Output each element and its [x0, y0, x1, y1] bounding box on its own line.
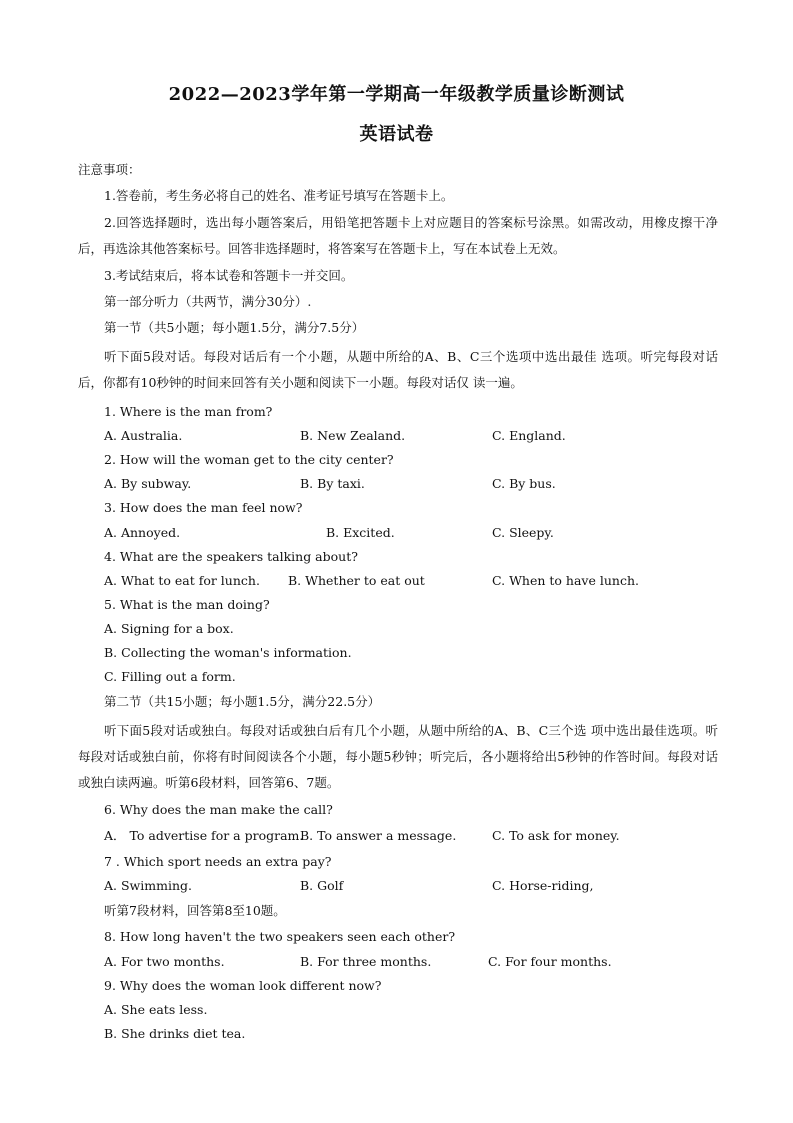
option-a: A. What to eat for lunch. — [104, 573, 260, 588]
section-heading: 第二节（共15小题；每小题1.5分，满分22.5分） — [104, 694, 381, 709]
option-b: B. Excited. — [326, 525, 395, 540]
option-c: C. By bus. — [492, 476, 556, 491]
question-text: 6. Why does the man make the call? — [104, 802, 333, 817]
question-text: 2. How will the woman get to the city center? — [104, 452, 394, 467]
option-b: B. Collecting the woman's information. — [104, 645, 352, 660]
exam-subtitle: 英语试卷 — [359, 124, 434, 145]
option-c: C. Sleepy. — [492, 525, 554, 540]
exam-title: 2022—2023学年第一学期高一年级教学质量诊断测试 — [168, 84, 625, 105]
option-b: B. New Zealand. — [300, 428, 406, 443]
option-a: A. Swimming. — [104, 878, 192, 893]
option-a: A. Signing for a box. — [104, 621, 234, 636]
option-b: B. Golf — [300, 878, 344, 893]
option-c: C. Filling out a form. — [104, 669, 236, 684]
section-instructions: 听下面5段对话。每段对话后有一个小题，从题中所给的A、B、C三个选项中选出最佳 选项。听完每段对话后，你都有10秒钟的时间来回答有关小题和阅读下一小题。每段对话仅 读一遍。 — [78, 349, 718, 390]
question-text: 9. Why does the woman look different now? — [104, 978, 382, 993]
option-c: C. When to have lunch. — [492, 573, 639, 588]
question-text: 1. Where is the man from? — [104, 404, 273, 419]
option-a: A. She eats less. — [104, 1002, 208, 1017]
section-instructions: 听下面5段对话或独白。每段对话或独白后有几个小题，从题中所给的A、B、C三个选 项中选出最佳选项。听每段对话或独白前，你将有时间阅读各个小题，每小题5秒钟；听完后，各小题将给出5秒钟的作答时间。每段对话或独白读两遍。听第6段材料，回答第6、7题。 — [78, 723, 718, 790]
notice-heading: 注意事项： — [78, 162, 141, 177]
question-text: 5. What is the man doing? — [104, 597, 270, 612]
option-b: B. By taxi. — [300, 476, 365, 491]
notice-item: 2.回答选择题时，选出每小题答案后，用铅笔把答题卡上对应题目的答案标号涂黑。如需改动，用橡皮擦干净后，再选涂其他答案标号。回答非选择题时，将答案写在答题卡上，写在本试卷上无效。 — [78, 215, 718, 256]
question-text: 8. How long haven't the two speakers seen each other? — [104, 929, 456, 944]
option-c: C. Horse-riding, — [492, 878, 594, 893]
section-heading: 第一节（共5小题；每小题1.5分，满分7.5分） — [104, 320, 365, 335]
material-heading: 听第7段材料，回答第8至10题。 — [104, 903, 286, 918]
question-text: 3. How does the man feel now? — [104, 500, 303, 515]
option-a: A. Annoyed. — [104, 525, 181, 540]
option-a: A. By subway. — [104, 476, 192, 491]
option-c: C. England. — [492, 428, 566, 443]
option-b: B. She drinks diet tea. — [104, 1026, 246, 1041]
option-c: C. To ask for money. — [492, 828, 620, 843]
option-b: B. To answer a message. — [300, 828, 457, 843]
option-a: A. Australia. — [104, 428, 183, 443]
option-c: C. For four months. — [488, 954, 612, 969]
option-b: B. Whether to eat out — [288, 573, 425, 588]
question-text: 7 . Which sport needs an extra pay? — [104, 854, 332, 869]
notice-item: 1.答卷前，考生务必将自己的姓名、准考证号填写在答题卡上。 — [104, 188, 454, 203]
part-heading: 第一部分听力（共两节，满分30分）. — [104, 294, 312, 309]
option-a: A． To advertise for a program. — [104, 828, 304, 843]
question-text: 4. What are the speakers talking about? — [104, 549, 358, 564]
option-b: B. For three months. — [300, 954, 432, 969]
notice-item: 3.考试结束后，将本试卷和答题卡一并交回。 — [104, 268, 354, 283]
option-a: A. For two months. — [104, 954, 225, 969]
